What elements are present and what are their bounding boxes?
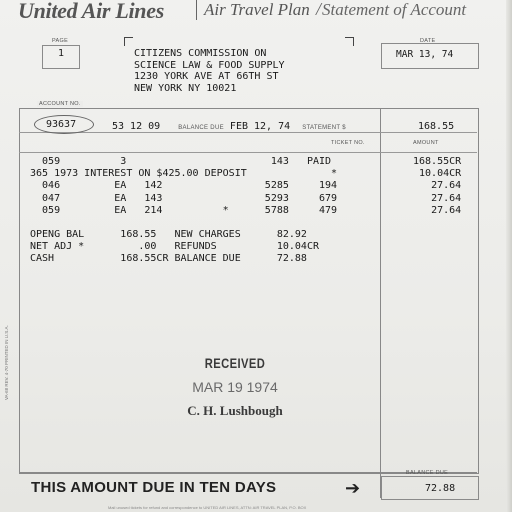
amount-cell: 27.64	[431, 204, 462, 216]
amount-due-notice: THIS AMOUNT DUE IN TEN DAYS	[31, 479, 277, 496]
form-number: VA-68 REV. 4-70 PRINTED IN U.S.A.	[4, 325, 9, 400]
page-label: PAGE	[52, 38, 69, 44]
balance-due-amount: 72.88	[425, 483, 456, 494]
balance-due-date: FEB 12, 74	[229, 121, 291, 132]
arrow-right-icon: ➔	[345, 478, 361, 498]
balance-due-label: BALANCE DUE	[178, 125, 224, 131]
plan-title: Air Travel Plan	[196, 0, 310, 20]
amount-column-header: AMOUNT	[413, 140, 439, 146]
header-divider: /	[316, 0, 322, 19]
statement-label: STATEMENT $	[302, 125, 346, 131]
address-corner-left	[124, 37, 133, 46]
page-number: 1	[58, 48, 65, 59]
amount-cell: 27.64	[431, 180, 462, 192]
totals-row: CASH 168.55CR BALANCE DUE 72.88	[30, 253, 307, 264]
summary-line	[112, 121, 346, 132]
account-number: 93637	[46, 119, 77, 130]
address-line: SCIENCE LAW & FOOD SUPPLY	[134, 59, 285, 71]
transaction-row: 059 3 143 PAID	[30, 156, 332, 167]
address-corner-right	[345, 37, 354, 46]
transaction-row: 047 EA 143 5293 679	[30, 192, 338, 204]
amount-cell: 27.64	[431, 192, 462, 204]
date-label: DATE	[420, 38, 436, 44]
transaction-row: 046 EA 142 5285 194	[30, 180, 338, 192]
address-line: CITIZENS COMMISSION ON	[134, 48, 267, 59]
column-header-divider	[19, 152, 477, 153]
received-signature: C. H. Lushbough	[187, 403, 283, 418]
amount-cell: 10.04CR	[419, 168, 462, 180]
statement-amount: 168.55	[418, 121, 455, 132]
fine-print: Mail unused tickets for refund and correspondence to UNITED AIR LINES, ATTN: AIR TRAVEL PLAN, P.O. BOX	[108, 505, 307, 510]
amount-cell: 168.55CR	[413, 156, 462, 167]
address-line: 1230 YORK AVE AT 66TH ST	[134, 71, 279, 82]
totals-row: OPENG BAL 168.55 NEW CHARGES 82.92	[30, 229, 307, 240]
transaction-row: 059 EA 214 * 5788 479	[30, 204, 338, 216]
transaction-lines	[30, 156, 337, 217]
totals-block	[30, 229, 319, 265]
transaction-row: 365 1973 INTEREST ON $425.00 DEPOSIT *	[30, 168, 338, 180]
totals-row: NET ADJ * .00 REFUNDS 10.04CR	[30, 241, 319, 252]
transaction-amounts	[413, 156, 461, 217]
account-label: ACCOUNT NO.	[39, 101, 81, 107]
brand-logo: United Air Lines	[18, 0, 164, 23]
header-row-divider	[19, 132, 477, 133]
paper-edge	[506, 0, 512, 512]
account-code: 53 12 09	[112, 121, 161, 132]
statement-title: Statement of Account	[322, 0, 467, 19]
amount-column-divider	[380, 108, 381, 498]
address-block	[134, 48, 285, 94]
received-label: RECEIVED	[204, 355, 266, 371]
address-line: NEW YORK NY 10021	[134, 82, 237, 94]
statement-date: MAR 13, 74	[396, 49, 454, 60]
ticket-column-header: TICKET NO.	[331, 140, 365, 146]
balance-due-box-label: BALANCE DUE	[406, 470, 449, 476]
received-date: MAR 19 1974	[192, 379, 278, 395]
received-stamp	[160, 355, 310, 419]
